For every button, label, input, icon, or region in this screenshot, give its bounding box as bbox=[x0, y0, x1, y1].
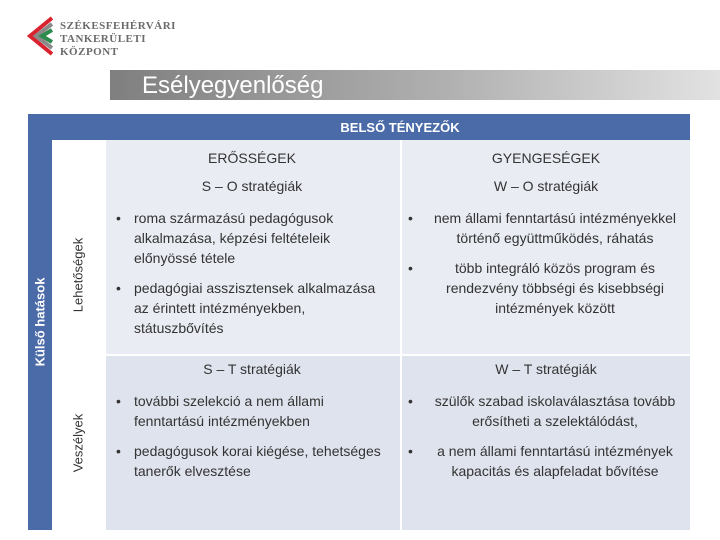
column-header-strengths: ERŐSSÉGEK bbox=[208, 150, 296, 166]
wo-cell bbox=[404, 208, 684, 328]
page-title: Esélyegyenlőség bbox=[142, 72, 324, 99]
wo-list bbox=[404, 208, 684, 318]
logo-line-2: TANKERÜLETI bbox=[60, 33, 146, 45]
list-item: • a nem állami fenntartású intézmények kapacitás és alapfeladat bővítése bbox=[404, 441, 684, 481]
list-item: • további szelekció a nem állami fenntartású intézményekben bbox=[112, 391, 382, 431]
logo bbox=[22, 14, 202, 64]
wt-list bbox=[404, 391, 684, 481]
strategy-so-label: S – O stratégiák bbox=[201, 178, 303, 194]
column-header-weaknesses: GYENGESÉGEK bbox=[491, 150, 601, 166]
st-cell bbox=[112, 391, 382, 491]
strategy-wt-label: W – T stratégiák bbox=[495, 361, 597, 377]
label-divider bbox=[104, 140, 106, 530]
list-item: • pedagógiai asszisztensek alkalmazása az érintett intézményekben, státuszbővítés bbox=[112, 278, 382, 338]
list-item: • pedagógusok korai kiégése, tehetséges tanerők elvesztése bbox=[112, 441, 382, 481]
logo-line-1: SZÉKESFEHÉRVÁRI bbox=[60, 20, 176, 32]
outer-label-text: Külső hatások bbox=[32, 277, 48, 367]
list-item: • több integráló közös program és rendezvény többségi és kisebbségi intézmények között bbox=[404, 258, 684, 318]
outer-label bbox=[28, 114, 52, 530]
row-label-opportunities-text: Lehetőségek bbox=[70, 237, 86, 313]
so-cell bbox=[112, 208, 382, 348]
table-header: BELSŐ TÉNYEZŐK bbox=[340, 120, 460, 135]
row-label-threats-text: Veszélyek bbox=[70, 413, 86, 473]
row-label-threats bbox=[52, 356, 104, 530]
list-item: • szülők szabad iskolaválasztása tovább erősítheti a szelektálódást, bbox=[404, 391, 684, 431]
wt-cell bbox=[404, 391, 684, 491]
list-item: • roma származású pedagógusok alkalmazása, képzési feltételeik előnyössé tétele bbox=[112, 208, 382, 268]
strategy-st-label: S – T stratégiák bbox=[203, 361, 301, 377]
st-list bbox=[112, 391, 382, 481]
logo-line-3: KÖZPONT bbox=[60, 46, 119, 58]
row-label-opportunities bbox=[52, 196, 104, 354]
logo-text bbox=[60, 20, 176, 59]
column-divider bbox=[400, 140, 402, 530]
list-item: • nem állami fenntartású intézményekkel történő együttműködés, ráhatás bbox=[404, 208, 684, 248]
logo-mark-icon bbox=[22, 14, 56, 58]
strategy-wo-label: W – O stratégiák bbox=[493, 178, 599, 194]
row-divider bbox=[104, 354, 690, 356]
so-list bbox=[112, 208, 382, 338]
